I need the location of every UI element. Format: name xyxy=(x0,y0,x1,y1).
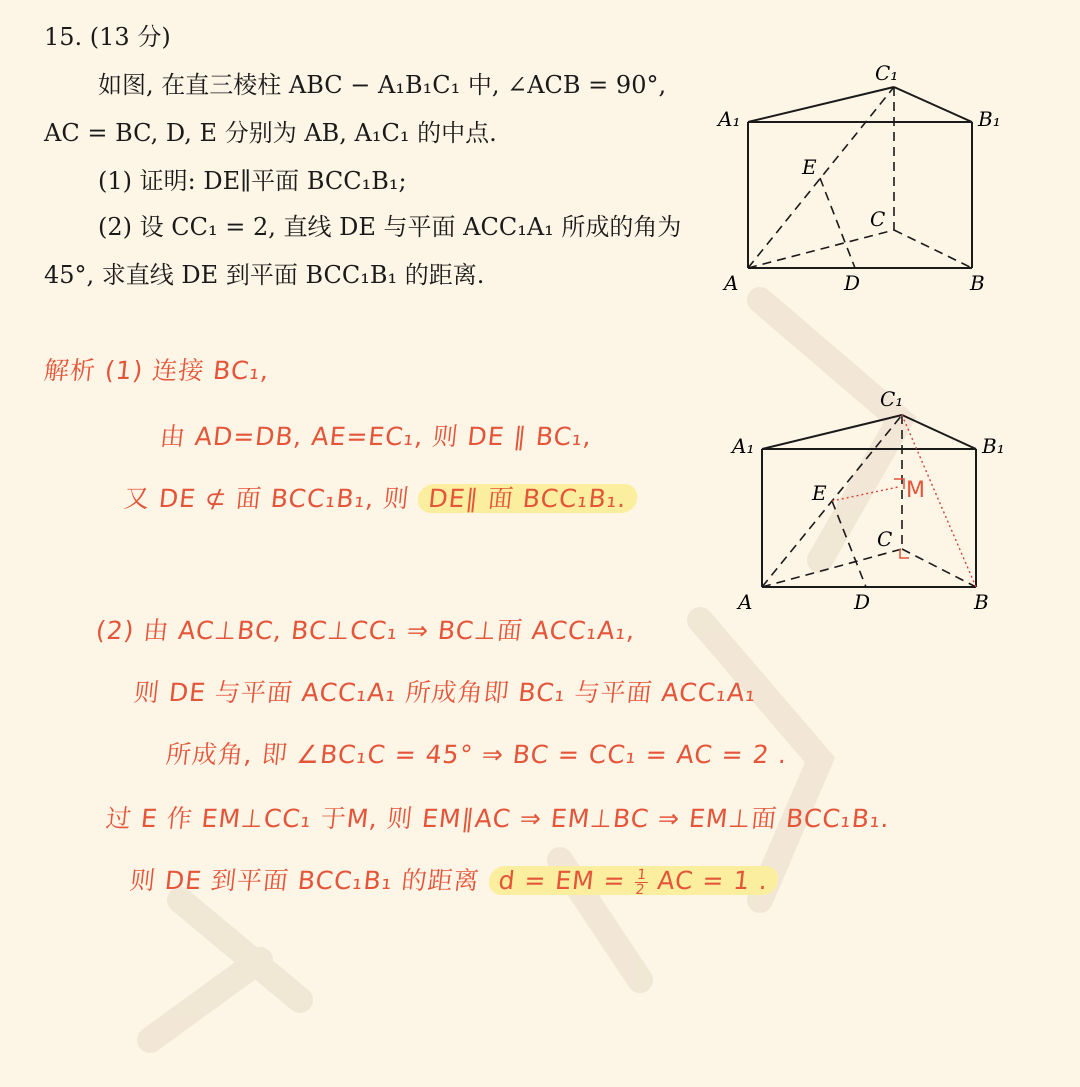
label-A1: A₁ xyxy=(732,434,755,458)
label-C1: C₁ xyxy=(880,387,904,411)
question-2-part-b: 45°, 求直线 DE 到平面 BCC₁B₁ 的距离. xyxy=(44,261,485,289)
solution-line-5: 则 DE 与平面 ACC₁A₁ 所成角即 BC₁ 与平面 ACC₁A₁ xyxy=(132,678,758,707)
problem-line-1: 如图, 在直三棱柱 ABC − A₁B₁C₁ 中, ∠ACB = 90°, xyxy=(98,71,667,99)
solution-line-8-text: 则 DE 到平面 BCC₁B₁ 的距离 xyxy=(128,866,482,895)
problem-number: 15. (13 分) xyxy=(44,23,171,51)
label-E: E xyxy=(802,155,817,179)
label-B1: B₁ xyxy=(982,434,1005,458)
question-1: (1) 证明: DE∥平面 BCC₁B₁; xyxy=(98,167,407,195)
problem-line-2: AC = BC, D, E 分别为 AB, A₁C₁ 的中点. xyxy=(44,119,497,147)
solution-line-1: 解析 (1) 连接 BC₁, xyxy=(42,356,271,385)
question-2-part-a: (2) 设 CC₁ = 2, 直线 DE 与平面 ACC₁A₁ 所成的角为 xyxy=(98,213,682,241)
label-B1: B₁ xyxy=(978,107,1001,131)
solution-line-7: 过 E 作 EM⊥CC₁ 于M, 则 EM∥AC ⇒ EM⊥BC ⇒ EM⊥面 BCC₁B₁. xyxy=(104,804,892,833)
solution-line-3 xyxy=(122,482,638,516)
distance-expression: d = EM = xyxy=(497,866,628,895)
solution-line-3-text: 又 DE ⊄ 面 BCC₁B₁, 则 xyxy=(122,484,412,513)
highlight-conclusion-2 xyxy=(487,866,780,898)
label-C: C xyxy=(877,527,893,551)
solution-line-4: (2) 由 AC⊥BC, BC⊥CC₁ ⇒ BC⊥面 ACC₁A₁, xyxy=(94,616,638,645)
label-E: E xyxy=(812,481,827,505)
solution-line-8 xyxy=(128,864,780,898)
fraction-one-half xyxy=(633,868,650,897)
label-B: B xyxy=(970,271,985,295)
distance-result: AC = 1 . xyxy=(655,866,770,895)
highlight-conclusion-1: DE∥ 面 BCC₁B₁. xyxy=(417,484,638,513)
solution-line-2: 由 AD=DB, AE=EC₁, 则 DE ∥ BC₁, xyxy=(158,422,594,451)
solution-line-6: 所成角, 即 ∠BC₁C = 45° ⇒ BC = CC₁ = AC = 2 . xyxy=(164,740,790,769)
fraction-numerator: 1 xyxy=(636,866,648,883)
label-D: D xyxy=(844,271,861,295)
label-D: D xyxy=(854,590,871,614)
label-M: M xyxy=(906,478,925,503)
label-A: A xyxy=(724,271,739,295)
label-A1: A₁ xyxy=(718,107,741,131)
fraction-denominator: 2 xyxy=(634,881,647,898)
label-A: A xyxy=(738,590,753,614)
label-C1: C₁ xyxy=(875,61,899,85)
label-B: B xyxy=(974,590,989,614)
label-C: C xyxy=(870,207,886,231)
